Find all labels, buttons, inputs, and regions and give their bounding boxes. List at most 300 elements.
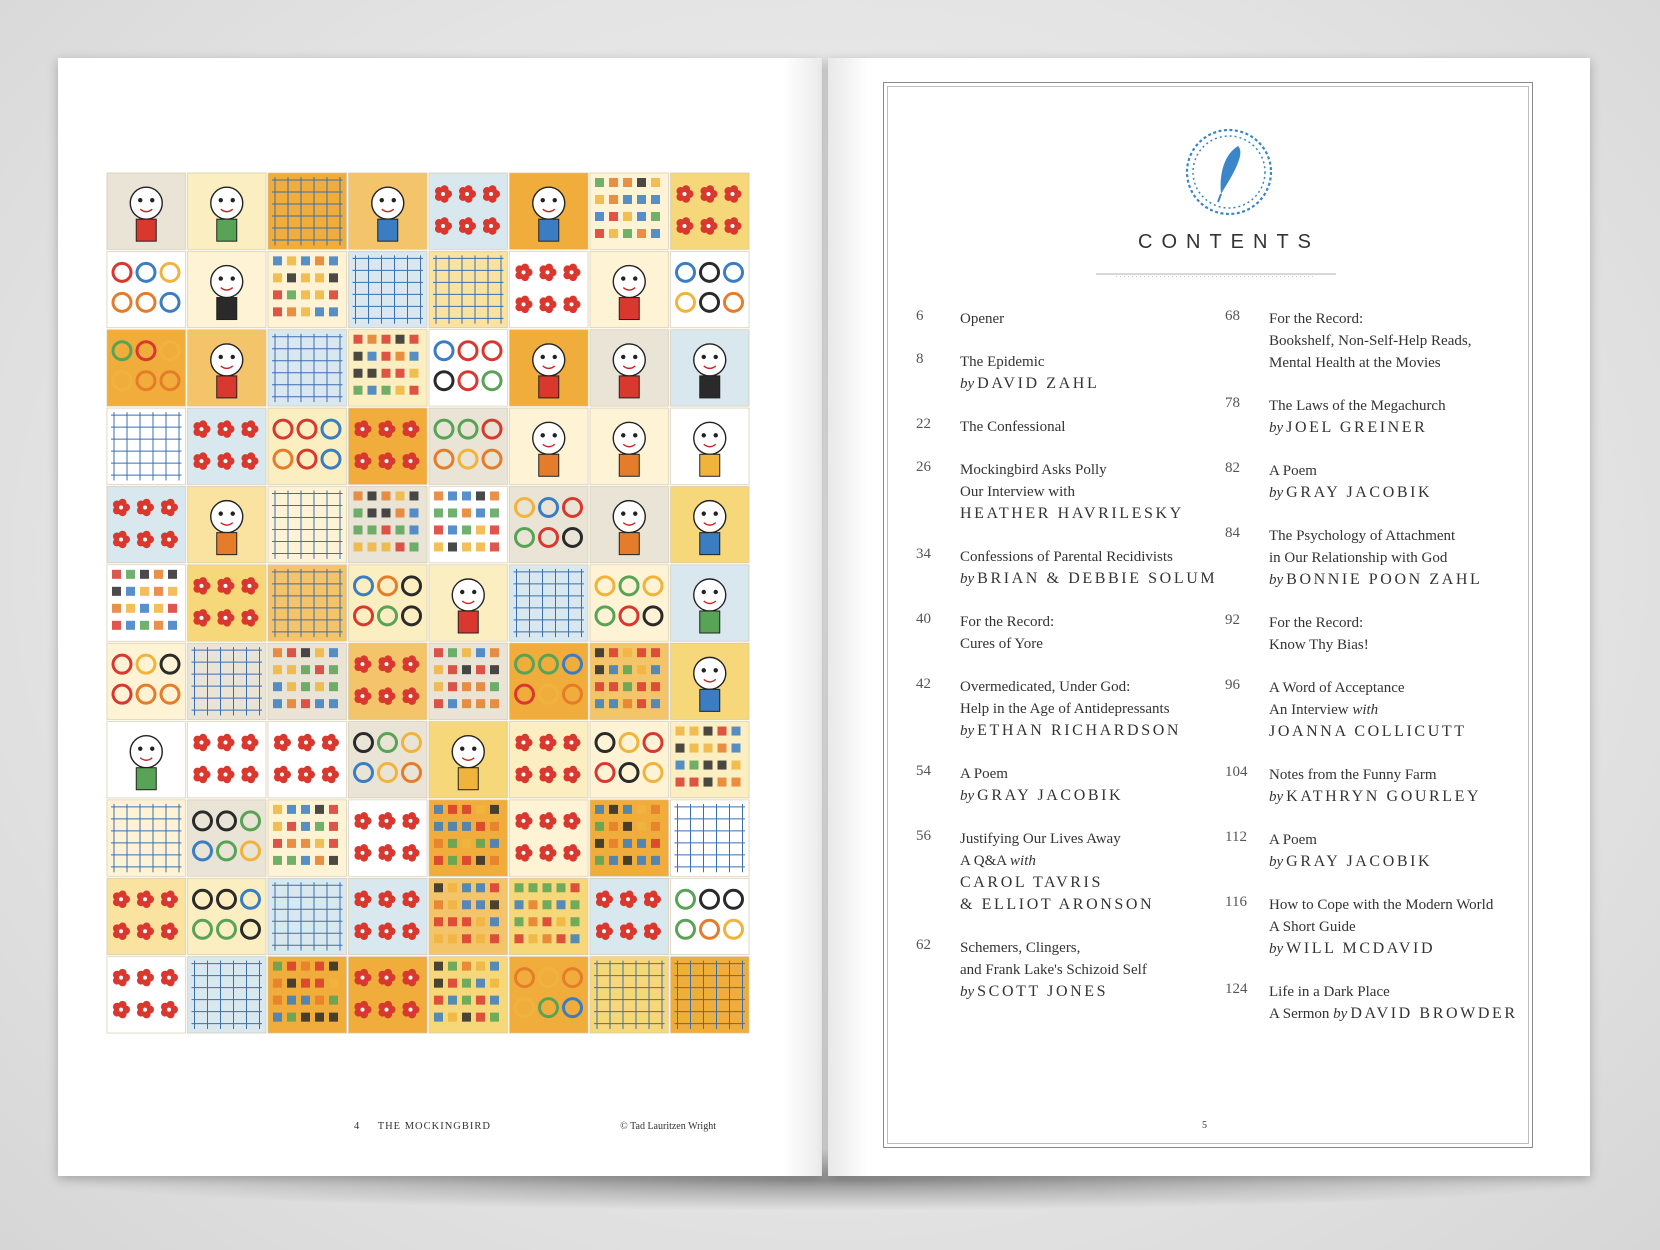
- flower-center: [304, 741, 308, 745]
- collage-square: [595, 682, 604, 691]
- flower-petal: [408, 844, 416, 852]
- flower-center: [361, 1008, 365, 1012]
- collage-square: [315, 822, 324, 831]
- collage-square: [168, 621, 177, 630]
- collage-square: [448, 979, 457, 988]
- toc-page-number: 96: [1225, 677, 1240, 693]
- collage-square: [301, 856, 310, 865]
- collage-square: [529, 917, 538, 926]
- toc-entry[interactable]: [1225, 764, 1555, 808]
- flower-center: [143, 505, 147, 509]
- collage-square: [354, 352, 363, 361]
- byline-connector: by: [1333, 1006, 1348, 1022]
- collage-square: [462, 805, 471, 814]
- collage-square: [434, 665, 443, 674]
- collage-square: [273, 307, 282, 316]
- collage-square: [315, 805, 324, 814]
- collage-square: [329, 996, 338, 1005]
- flower-center: [522, 819, 526, 823]
- toc-author: KATHRYN GOURLEY: [1286, 788, 1482, 805]
- collage-square: [595, 699, 604, 708]
- collage-square: [490, 525, 499, 534]
- collage-square: [287, 822, 296, 831]
- toc-author: BONNIE POON ZAHL: [1286, 571, 1483, 588]
- collage-square: [704, 761, 713, 770]
- flower-center: [409, 459, 413, 463]
- collage-square: [396, 491, 405, 500]
- doodle-face: [533, 344, 565, 376]
- collage-square: [287, 665, 296, 674]
- collage-square: [490, 962, 499, 971]
- collage-square: [476, 900, 485, 909]
- collage-square: [529, 900, 538, 909]
- byline-prefix: An Interview: [1269, 702, 1353, 718]
- collage-square: [651, 699, 660, 708]
- collage-square: [287, 856, 296, 865]
- collage-square: [301, 665, 310, 674]
- toc-entry[interactable]: [1225, 677, 1555, 743]
- flower-petal: [682, 217, 690, 225]
- collage-square: [315, 962, 324, 971]
- collage-square: [490, 665, 499, 674]
- collage-square: [476, 856, 485, 865]
- collage-square: [287, 805, 296, 814]
- collage-square: [329, 839, 338, 848]
- collage-square: [595, 822, 604, 831]
- flower-petal: [545, 296, 553, 304]
- flower-center: [385, 929, 389, 933]
- flower-center: [409, 1008, 413, 1012]
- collage-square: [623, 178, 632, 187]
- collage-square: [704, 727, 713, 736]
- flower-petal: [545, 264, 553, 272]
- collage-square: [434, 962, 443, 971]
- toc-title-line: in Our Relationship with God: [1269, 550, 1448, 566]
- toc-author: JOANNA COLLICUTT: [1269, 723, 1467, 740]
- flower-center: [248, 584, 252, 588]
- toc-entry[interactable]: [1225, 395, 1555, 439]
- flower-petal: [280, 766, 288, 774]
- collage-square: [595, 856, 604, 865]
- toc-title-line: A Word of Acceptance: [1269, 680, 1405, 696]
- flower-petal: [441, 185, 449, 193]
- byline-connector: with: [1010, 853, 1036, 869]
- collage-tile: [268, 565, 347, 641]
- doodle-body: [217, 376, 237, 398]
- toc-title-line: A Poem: [1269, 463, 1317, 479]
- toc-entry[interactable]: [916, 937, 1246, 1003]
- doodle-body: [136, 219, 156, 241]
- collage-square: [396, 335, 405, 344]
- toc-title-line: Help in the Age of Antidepressants: [960, 701, 1170, 717]
- collage-square: [273, 699, 282, 708]
- toc-entry[interactable]: [916, 459, 1246, 525]
- collage-square: [301, 307, 310, 316]
- collage-square: [329, 290, 338, 299]
- doodle-body: [217, 533, 237, 555]
- collage-square: [140, 604, 149, 613]
- doodle-eye: [380, 198, 384, 202]
- collage-square: [410, 335, 419, 344]
- flower-petal: [167, 891, 175, 899]
- collage-square: [434, 917, 443, 926]
- collage-square: [462, 822, 471, 831]
- doodle-body: [700, 376, 720, 398]
- collage-square: [571, 883, 580, 892]
- collage-square: [543, 934, 552, 943]
- toc-entry[interactable]: [916, 676, 1246, 742]
- collage-square: [287, 699, 296, 708]
- collage-square: [301, 699, 310, 708]
- collage-square: [651, 648, 660, 657]
- collage-square: [301, 682, 310, 691]
- collage-square: [623, 699, 632, 708]
- collage-square: [315, 665, 324, 674]
- collage-square: [462, 856, 471, 865]
- flower-center: [361, 929, 365, 933]
- collage-tile: [429, 251, 508, 327]
- collage-square: [396, 386, 405, 395]
- collage-square: [434, 1013, 443, 1022]
- collage-square: [287, 962, 296, 971]
- collage-square: [490, 491, 499, 500]
- toc-entry[interactable]: [916, 611, 1246, 655]
- toc-byline: [1269, 569, 1555, 591]
- collage-square: [476, 682, 485, 691]
- collage-tile: [268, 722, 347, 798]
- collage-square: [112, 570, 121, 579]
- collage-tile: [349, 878, 428, 954]
- byline-connector: by: [960, 788, 975, 804]
- flower-center: [546, 773, 550, 777]
- collage-square: [410, 491, 419, 500]
- collage-square: [651, 805, 660, 814]
- collage-square: [273, 273, 282, 282]
- byline-connector: by: [960, 571, 975, 587]
- flower-center: [143, 537, 147, 541]
- collage-square: [476, 699, 485, 708]
- flower-center: [200, 584, 204, 588]
- collage-square: [490, 648, 499, 657]
- collage-square: [490, 805, 499, 814]
- flower-center: [441, 224, 445, 228]
- collage-square: [315, 682, 324, 691]
- toc-entry[interactable]: [916, 416, 1246, 438]
- flower-petal: [521, 296, 529, 304]
- flower-center: [650, 929, 654, 933]
- doodle-body: [217, 219, 237, 241]
- toc-page-number: 54: [916, 763, 931, 779]
- collage-square: [448, 665, 457, 674]
- flower-center: [707, 224, 711, 228]
- collage-tile: [268, 330, 347, 406]
- collage-square: [490, 856, 499, 865]
- flower-center: [522, 270, 526, 274]
- toc-title-line: Know Thy Bias!: [1269, 637, 1369, 653]
- collage-tile: [107, 957, 186, 1033]
- doodle-eye: [714, 668, 718, 672]
- collage-square: [543, 900, 552, 909]
- collage-tile: [188, 408, 267, 484]
- collage-square: [462, 839, 471, 848]
- doodle-face: [533, 187, 565, 219]
- collage-square: [301, 648, 310, 657]
- collage-square: [543, 883, 552, 892]
- flower-center: [570, 851, 574, 855]
- collage-square: [329, 699, 338, 708]
- flower-petal: [119, 499, 127, 507]
- flower-center: [304, 773, 308, 777]
- collage-tile: [268, 486, 347, 562]
- doodle-eye: [702, 511, 706, 515]
- toc-entry[interactable]: [916, 546, 1246, 590]
- flower-center: [522, 773, 526, 777]
- collage-square: [287, 256, 296, 265]
- doodle-face: [694, 422, 726, 454]
- collage-square: [609, 178, 618, 187]
- flower-center: [465, 224, 469, 228]
- toc-entry[interactable]: [1225, 894, 1555, 960]
- toc-column-right: [1225, 308, 1555, 1046]
- doodle-face: [613, 266, 645, 298]
- flower-center: [167, 505, 171, 509]
- collage-square: [368, 491, 377, 500]
- toc-byline: [960, 568, 1246, 590]
- byline-connector: by: [960, 984, 975, 1000]
- collage-square: [273, 962, 282, 971]
- toc-author: & ELLIOT ARONSON: [960, 896, 1155, 913]
- toc-title-line: For the Record:: [1269, 615, 1364, 631]
- flower-petal: [602, 891, 610, 899]
- flower-petal: [167, 1001, 175, 1009]
- doodle-eye: [472, 590, 476, 594]
- doodle-eye: [460, 747, 464, 751]
- collage-square: [529, 934, 538, 943]
- toc-entry[interactable]: [1225, 525, 1555, 591]
- doodle-eye: [138, 747, 142, 751]
- toc-title-line: and Frank Lake's Schizoid Self: [960, 962, 1147, 978]
- collage-square: [718, 778, 727, 787]
- toc-title-line: The Psychology of Attachment: [1269, 528, 1456, 544]
- collage-square: [434, 525, 443, 534]
- left-footer: [354, 1121, 491, 1132]
- toc-byline: [1269, 851, 1555, 873]
- byline-connector: with: [1352, 702, 1379, 718]
- toc-entry[interactable]: [1225, 829, 1555, 873]
- collage-tile: [349, 800, 428, 876]
- toc-author: ETHAN RICHARDSON: [977, 722, 1181, 739]
- toc-title-line: Life in a Dark Place: [1269, 984, 1390, 1000]
- doodle-body: [700, 689, 720, 711]
- doodle-body: [700, 533, 720, 555]
- collage-square: [462, 883, 471, 892]
- toc-entry[interactable]: [916, 763, 1246, 807]
- collage-square: [448, 996, 457, 1005]
- flower-center: [224, 741, 228, 745]
- toc-title-line: Notes from the Funny Farm: [1269, 767, 1437, 783]
- art-credit: © Tad Lauritzen Wright: [620, 1121, 716, 1132]
- collage-square: [140, 621, 149, 630]
- doodle-face: [613, 501, 645, 533]
- collage-square: [448, 805, 457, 814]
- collage-square: [732, 744, 741, 753]
- flower-petal: [304, 734, 312, 742]
- collage-square: [595, 839, 604, 848]
- collage-square: [676, 761, 685, 770]
- doodle-eye: [714, 590, 718, 594]
- collage-square: [382, 542, 391, 551]
- collage-square: [368, 352, 377, 361]
- flower-petal: [167, 969, 175, 977]
- collage-square: [515, 917, 524, 926]
- collage-square: [434, 648, 443, 657]
- flower-center: [385, 694, 389, 698]
- flower-petal: [143, 499, 151, 507]
- collage-square: [354, 491, 363, 500]
- collage-square: [490, 542, 499, 551]
- collage-square: [382, 369, 391, 378]
- collage-square: [287, 648, 296, 657]
- flower-petal: [384, 812, 392, 820]
- collage-square: [490, 883, 499, 892]
- toc-page-number: 8: [916, 351, 924, 367]
- flower-center: [409, 662, 413, 666]
- doodle-eye: [702, 668, 706, 672]
- flower-petal: [360, 452, 368, 460]
- byline-connector: by: [1269, 789, 1284, 805]
- feather-icon: [1181, 124, 1277, 220]
- toc-entry[interactable]: [916, 828, 1246, 916]
- collage-square: [287, 273, 296, 282]
- toc-title-line: The Epidemic: [960, 354, 1045, 370]
- collage-square: [434, 542, 443, 551]
- flower-center: [385, 427, 389, 431]
- doodle-eye: [392, 198, 396, 202]
- flower-petal: [569, 812, 577, 820]
- toc-byline: [960, 720, 1246, 742]
- doodle-body: [619, 298, 639, 320]
- flower-petal: [360, 891, 368, 899]
- collage-square: [273, 290, 282, 299]
- flower-center: [119, 537, 123, 541]
- flower-petal: [408, 687, 416, 695]
- doodle-eye: [633, 511, 637, 515]
- collage-square: [637, 212, 646, 221]
- collage-square: [462, 1013, 471, 1022]
- collage-square: [287, 979, 296, 988]
- toc-title-line: Confessions of Parental Recidivists: [960, 549, 1173, 565]
- collage-square: [476, 491, 485, 500]
- collage-square: [154, 587, 163, 596]
- toc-entry[interactable]: [1225, 308, 1555, 374]
- collage-tile: [429, 173, 508, 249]
- collage-square: [315, 856, 324, 865]
- collage-square: [557, 883, 566, 892]
- doodle-body: [136, 768, 156, 790]
- flower-center: [683, 192, 687, 196]
- collage-square: [329, 648, 338, 657]
- flower-center: [248, 741, 252, 745]
- collage-square: [609, 856, 618, 865]
- toc-byline: [960, 981, 1246, 1003]
- collage-square: [154, 570, 163, 579]
- collage-square: [301, 839, 310, 848]
- toc-entry[interactable]: [1225, 981, 1555, 1025]
- collage-square: [382, 525, 391, 534]
- collage-tile: [590, 957, 669, 1033]
- toc-byline: [1269, 482, 1555, 504]
- flower-petal: [384, 1001, 392, 1009]
- collage-square: [637, 839, 646, 848]
- flower-center: [385, 1008, 389, 1012]
- collage-square: [609, 682, 618, 691]
- byline-connector: by: [1269, 485, 1284, 501]
- collage-square: [515, 883, 524, 892]
- collage-square: [434, 805, 443, 814]
- collage-square: [595, 229, 604, 238]
- collage-square: [368, 525, 377, 534]
- toc-page-number: 84: [1225, 525, 1240, 541]
- flower-center: [409, 897, 413, 901]
- collage-square: [448, 839, 457, 848]
- collage-square: [609, 665, 618, 674]
- collage-square: [287, 996, 296, 1005]
- doodle-eye: [621, 433, 625, 437]
- flower-center: [522, 302, 526, 306]
- collage-square: [410, 525, 419, 534]
- collage-square: [273, 996, 282, 1005]
- toc-entry[interactable]: [916, 351, 1246, 395]
- collage-square: [462, 682, 471, 691]
- flower-petal: [360, 923, 368, 931]
- collage-square: [476, 648, 485, 657]
- doodle-eye: [541, 198, 545, 202]
- toc-byline: [960, 850, 1246, 872]
- flower-center: [489, 192, 493, 196]
- flower-petal: [521, 812, 529, 820]
- flower-center: [200, 773, 204, 777]
- toc-byline: [1269, 699, 1555, 721]
- toc-page-number: 40: [916, 611, 931, 627]
- collage-square: [609, 229, 618, 238]
- flower-petal: [360, 655, 368, 663]
- collage-square: [651, 682, 660, 691]
- flower-center: [602, 897, 606, 901]
- flower-petal: [384, 420, 392, 428]
- collage-square: [490, 1013, 499, 1022]
- left-gutter-shade: [782, 58, 822, 1176]
- flower-center: [248, 459, 252, 463]
- flower-center: [167, 537, 171, 541]
- doodle-body: [619, 376, 639, 398]
- flower-center: [280, 773, 284, 777]
- doodle-eye: [553, 355, 557, 359]
- doodle-eye: [231, 355, 235, 359]
- toc-byline: [1269, 417, 1555, 439]
- collage-square: [448, 491, 457, 500]
- toc-entry[interactable]: [1225, 612, 1555, 656]
- flower-petal: [384, 452, 392, 460]
- collage-square: [354, 525, 363, 534]
- doodle-eye: [219, 198, 223, 202]
- toc-entry[interactable]: [916, 308, 1246, 330]
- flower-petal: [360, 844, 368, 852]
- toc-page-number: 78: [1225, 395, 1240, 411]
- collage-square: [329, 256, 338, 265]
- collage-square: [315, 256, 324, 265]
- collage-square: [490, 682, 499, 691]
- toc-entry[interactable]: [1225, 460, 1555, 504]
